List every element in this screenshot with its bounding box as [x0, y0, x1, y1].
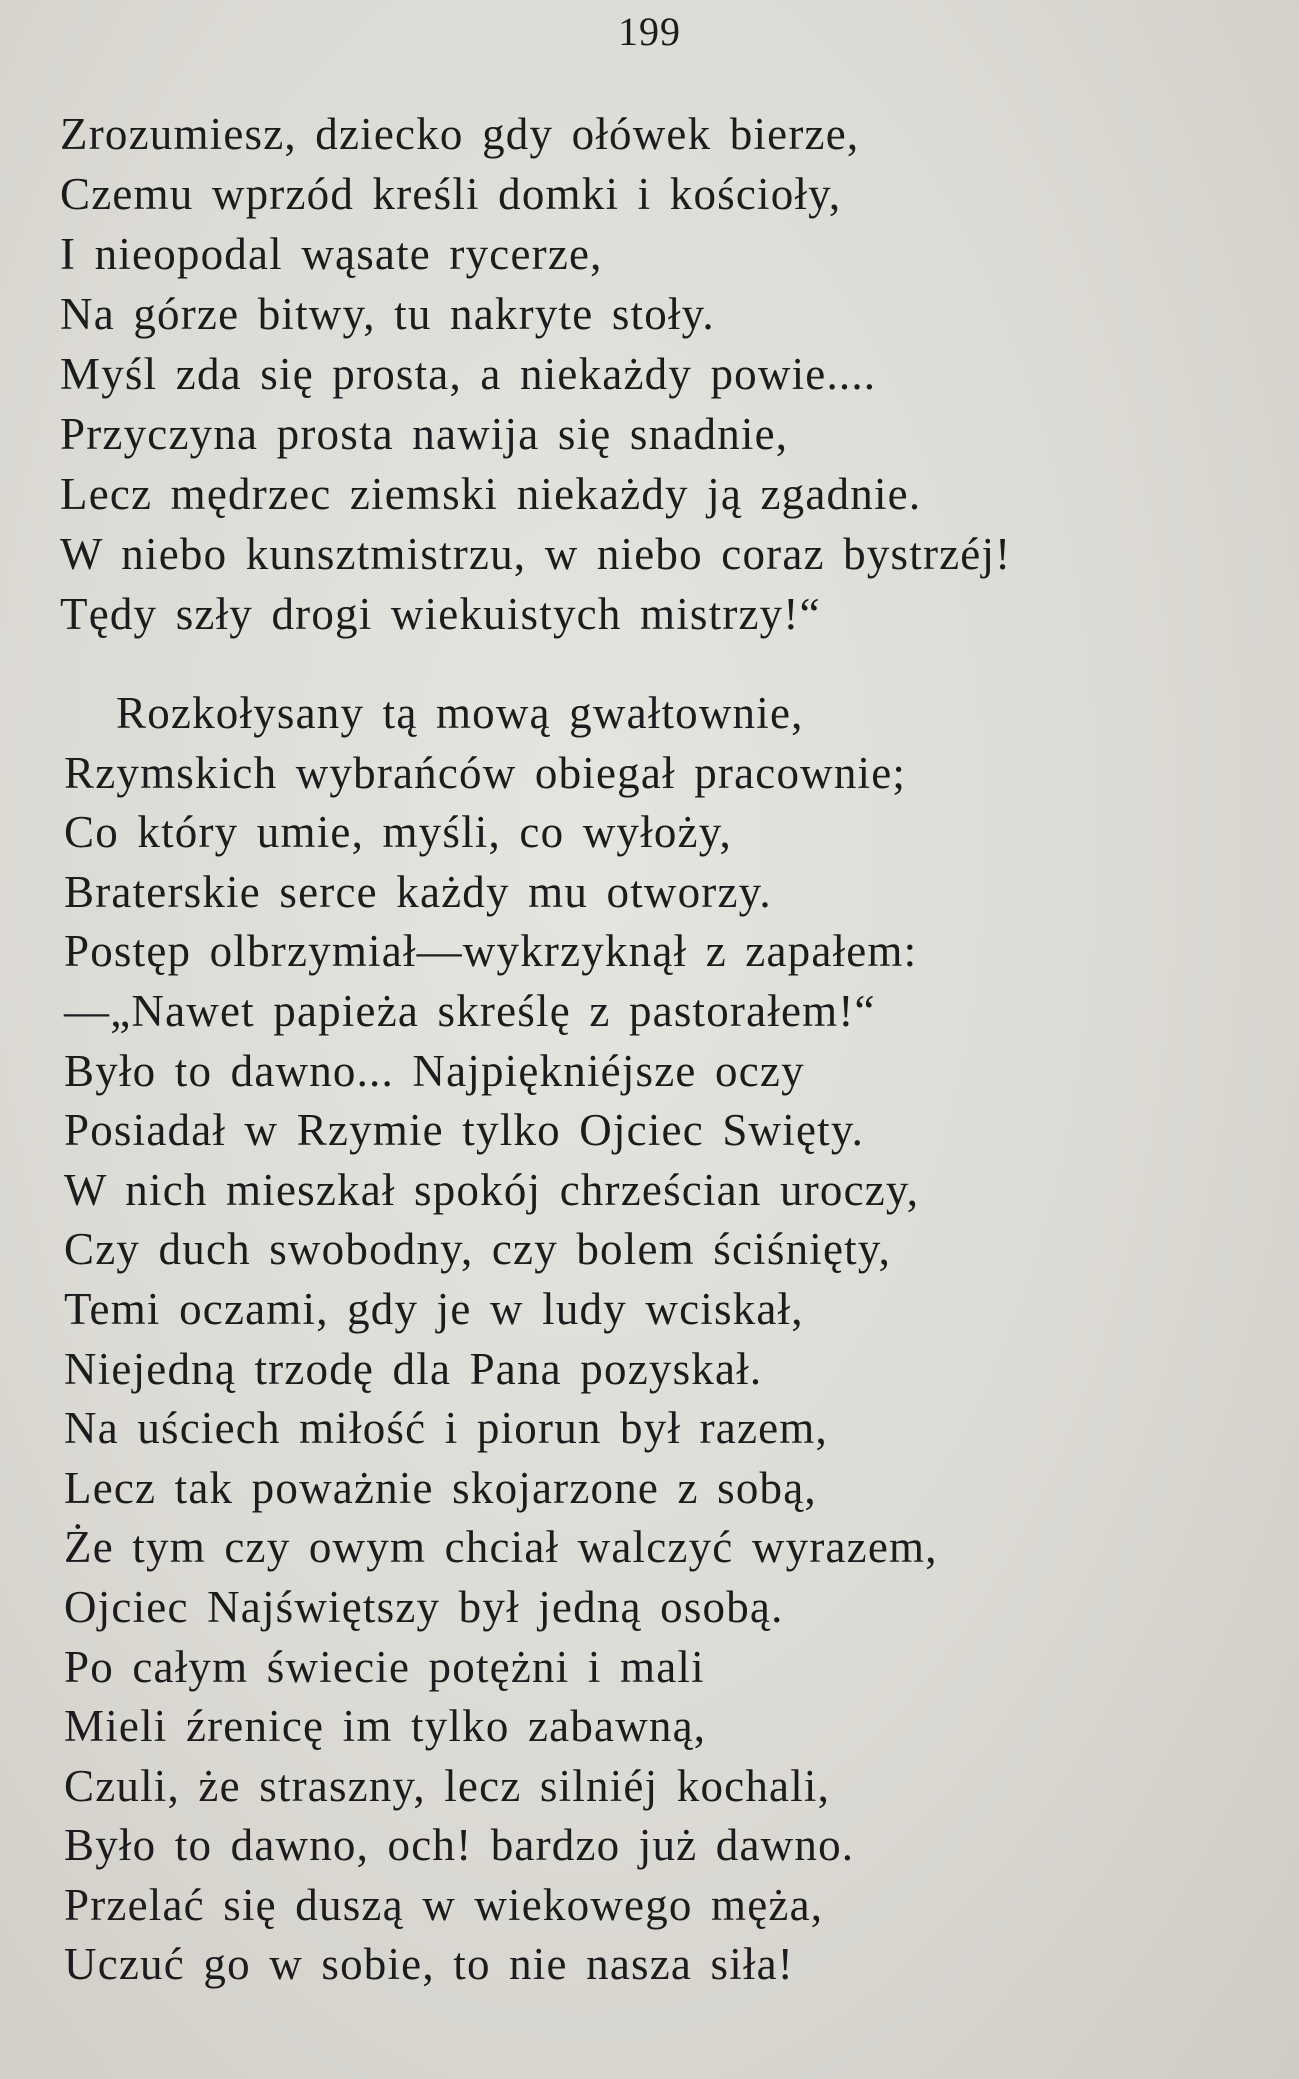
verse-line: Lecz mędrzec ziemski niekażdy ją zgadnie.: [60, 469, 922, 519]
verse-line: Rozkołysany tą mową gwałtownie,: [116, 688, 804, 738]
verse-line: Że tym czy owym chciał walczyć wyrazem,: [64, 1522, 938, 1573]
verse-line: Tędy szły drogi wiekuistych mistrzy!“: [60, 589, 821, 639]
verse-line: Ojciec Najświętszy był jedną osobą.: [64, 1581, 784, 1632]
verse-line: Braterskie serce każdy mu otworzy.: [64, 866, 772, 917]
verse-line: Rzymskich wybrańców obiegał pracownie;: [64, 747, 907, 798]
verse-line: —„Nawet papieża skreślę z pastorałem!“: [64, 985, 876, 1036]
verse-line: W nich mieszkał spokój chrześcian uroczy,: [64, 1164, 920, 1215]
verse-line: Mieli źrenicę im tylko zabawną,: [64, 1701, 707, 1752]
verse-line: Czy duch swobodny, czy bolem ściśnięty,: [64, 1224, 892, 1275]
verse-line: Na uściech miłość i piorun był razem,: [64, 1403, 828, 1454]
verse-line: Po całym świecie potężni i mali: [64, 1641, 705, 1692]
stanza-2: [64, 684, 938, 1995]
verse-line: Niejedną trzodę dla Pana pozyskał.: [64, 1343, 763, 1394]
verse-line: Posiadał w Rzymie tylko Ojciec Swięty.: [64, 1105, 865, 1156]
verse-line: Lecz tak poważnie skojarzone z sobą,: [64, 1462, 817, 1513]
verse-line: Czemu wprzód kreśli domki i kościoły,: [60, 169, 842, 219]
verse-line: Było to dawno, och! bardzo już dawno.: [64, 1820, 855, 1871]
verse-line: I nieopodal wąsate rycerze,: [60, 229, 603, 279]
verse-line: Co który umie, myśli, co wyłoży,: [64, 807, 732, 858]
verse-line: Na górze bitwy, tu nakryte stoły.: [60, 289, 715, 339]
page-number: 199: [618, 9, 681, 54]
verse-line: Zrozumiesz, dziecko gdy ołówek bierze,: [60, 109, 860, 159]
verse-line: Przelać się duszą w wiekowego męża,: [64, 1879, 824, 1930]
verse-line: Uczuć go w sobie, to nie nasza siła!: [64, 1939, 794, 1990]
verse-line: Było to dawno... Najpiękniéjsze oczy: [64, 1045, 805, 1096]
verse-line: Temi oczami, gdy je w ludy wciskał,: [64, 1283, 804, 1334]
verse-line: Czuli, że straszny, lecz silniéj kochali,: [64, 1760, 831, 1811]
stanza-1: [60, 104, 1011, 644]
verse-line: Postęp olbrzymiał—wykrzyknął z zapałem:: [64, 926, 918, 977]
verse-line: Przyczyna prosta nawija się snadnie,: [60, 409, 789, 459]
verse-line: W niebo kunsztmistrzu, w niebo coraz bystrzéj!: [60, 529, 1012, 579]
verse-line: Myśl zda się prosta, a niekażdy powie....: [60, 349, 877, 399]
